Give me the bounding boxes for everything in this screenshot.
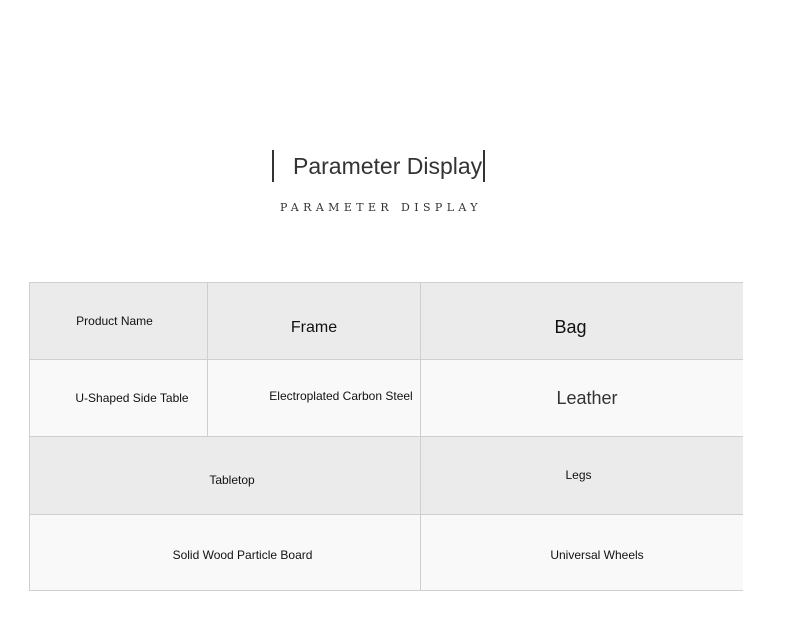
cell-frame-value: Electroplated Carbon Steel: [208, 360, 421, 437]
parameter-table: [29, 282, 743, 591]
cell-product-name-header: Product Name: [30, 283, 208, 360]
text-cursor: [483, 150, 485, 182]
page-subtitle: PARAMETER DISPLAY: [280, 201, 482, 214]
cell-tabletop-value: Solid Wood Particle Board: [30, 515, 421, 590]
cell-bag-value: Leather: [421, 360, 743, 437]
cell-legs-header: Legs: [421, 437, 743, 515]
cell-frame-header: Frame: [208, 283, 421, 360]
cell-legs-value: Universal Wheels: [421, 515, 743, 590]
title-accent-bar: [272, 150, 274, 182]
page-title: Parameter Display: [293, 152, 483, 179]
cell-product-value: U-Shaped Side Table: [30, 360, 208, 437]
title-block: [272, 150, 485, 182]
cell-tabletop-header: Tabletop: [30, 437, 421, 515]
cell-bag-header: Bag: [421, 283, 743, 360]
